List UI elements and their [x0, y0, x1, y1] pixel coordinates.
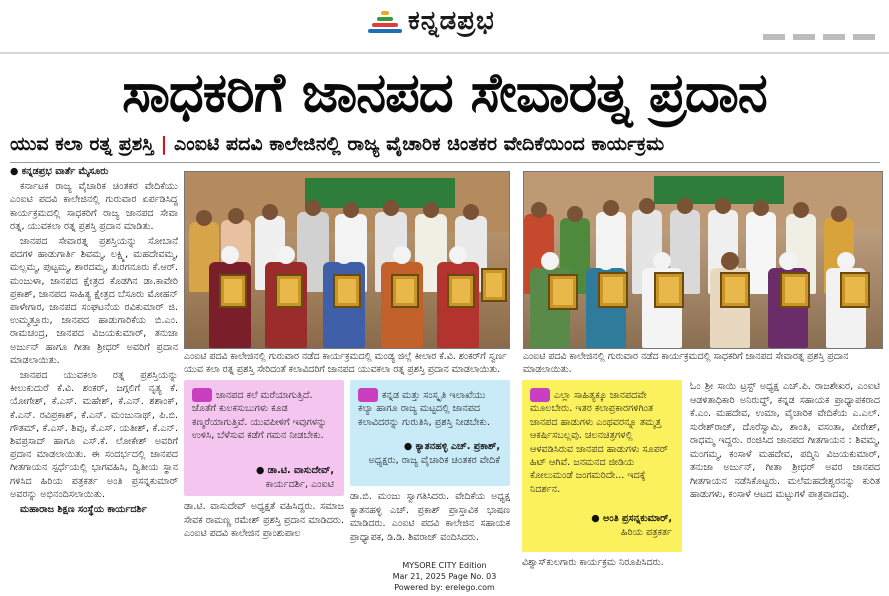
subhead-left: ಯುವ ಕಲಾ ರತ್ನ ಪ್ರಶಸ್ತಿ [10, 133, 154, 155]
newspaper-logo [368, 6, 495, 37]
edition-label: MYSORE CITY Edition [402, 561, 487, 570]
article-column-mid-1: ಡಾ.ಟಿ. ವಾಸುದೇವ್ ಅಧ್ಯಕ್ಷತೆ ವಹಿಸಿದ್ದರು. ಸಮಾಜ ಸೇವಕ ರಾಮಣ್ಣ ರಮೇಶ್ ಪ್ರಶಸ್ತಿ ಪ್ರದಾನ ಮಾಡಿದರು. ಎಂಐಟಿ ಪದವಿ ಕಾಲೇಜಿನ ಪ್ರಾಂಶುಪಾಲ [184, 501, 344, 539]
divider [10, 162, 880, 163]
quote-box-2 [350, 380, 510, 486]
article-paragraph: ಕರ್ನಾಟಕ ರಾಜ್ಯ ವೈಚಾರಿಕ ಚಿಂತಕರ ವೇದಿಕೆಯು ಎಂಐಟಿ ಪದವಿ ಕಾಲೇಜಿನಲ್ಲಿ ಗುರುವಾರ ಏರ್ಪಡಿಸಿದ್ದ ಕಾರ್ಯಕ್ರಮದಲ್ಲಿ ಸಾಧಕರಿಗೆ ರಾಜ್ಯ ಜಾನಪದ ಸೇವಾ ರತ್ನ, ಯುವಕಲಾ ರತ್ನ ಪ್ರಶಸ್ತಿ ಪ್ರದಾನ ಮಾಡಿತು. [10, 181, 178, 232]
quote-box-1 [184, 380, 344, 496]
article-column-mid-2: ಡಾ.ಬಿ. ಮಂಜು ಸ್ವಾಗತಿಸಿದರು. ವೇದಿಕೆಯ ಅಧ್ಯಕ್ಷ ಕ್ಯಾತನಹಳ್ಳಿ ಎಚ್. ಪ್ರಕಾಶ್ ಪ್ರಾಸ್ತಾವಿಕ ಭಾಷಣ ಮಾಡಿದರು. ಎಂಐಟಿ ಪದವಿ ಕಾಲೇಜಿನ ಸಹಾಯಕ ಪ್ರಾಧ್ಯಾಪಕ, ಡಿ.ಡಿ. ಶಿವರಾಜ್ ವಂದಿಸಿದರು. [350, 491, 510, 543]
subhead-separator: | [153, 133, 174, 155]
speech-bubble-icon [530, 388, 550, 402]
article-body [10, 165, 178, 583]
quote-author: ● ಕ್ಯಾತನಹಳ್ಳಿ ಎಚ್. ಪ್ರಕಾಶ್, [403, 441, 500, 452]
speech-bubble-icon [192, 388, 212, 402]
quote-author-role: ಹಿರಿಯ ಪತ್ರಕರ್ತ [621, 527, 672, 538]
logo-stripes-icon [368, 11, 402, 33]
speech-bubble-icon [358, 388, 378, 402]
quote-author-role: ಕಾರ್ಯದರ್ಶಿ, ಎಂಐಟಿ [265, 479, 334, 490]
quote-text: ಎಲ್ಲಾ ಸಾಹಿತ್ಯಕ್ಕೂ ಜಾನಪದವೇ ಮೂಲಬೇರು. ಇತರ ಕಲಾಪ್ರಕಾರಗಳಿಗಿಂತ ಜಾನಪದ ಹಾಡುಗಳು ಎಂಥವರನ್ನೂ ತಮ್ಮತ್ತ ಆಕರ್ಷಿಸಬಲ್ಲವು. ಚಲನಚಿತ್ರಗಳಲ್ಲಿ ಆಳವಡಿಸಿರುವ ಜಾನಪದ ಹಾಡುಗಳು ಸೂಪರ್ ಹಿಟ್ ಆಗಿವೆ. ಜನಮನದ ಜೀಡಿಯ ಕೋಲುಮಂಡೆ ಜಂಗಮರಿದೇ... ಇದಕ್ಕೆ ನಿದರ್ಶನ. [530, 390, 668, 495]
subhead-right: ಎಂಐಟಿ ಪದವಿ ಕಾಲೇಜಿನಲ್ಲಿ ರಾಜ್ಯ ವೈಚಾರಿಕ ಚಿಂತಕರ ವೇದಿಕೆಯಿಂದ ಕಾರ್ಯಕ್ರಮ [174, 133, 665, 155]
photo-award-group-1 [184, 171, 510, 349]
article-column-mid-3: ವಿಶ್ವಾಸ್‌ಕುಲಗಾರು ಕಾರ್ಯಕ್ರಮ ನಿರೂಪಿಸಿದರು. [522, 557, 664, 568]
article-paragraph: ಮಹಾರಾಜ ಶಿಕ್ಷಣ ಸಂಸ್ಥೆಯ ಕಾರ್ಯದರ್ಶಿ [20, 504, 147, 516]
page-footer [0, 560, 889, 593]
photo-award-group-2 [523, 171, 883, 349]
article-paragraph: ಜಾನಪದ ಯುವಕಲಾ ರತ್ನ ಪ್ರಶಸ್ತಿಯನ್ನು ಕೀಲುಕುದುರೆ ಕೆ.ವಿ. ಶಂಕರ್, ಜಗ್ಗಲಿಗೆ ನೃತ್ಯ ಕೆ. ಯೋಗೇಶ್, ಕೆ.ಎಸ್. ಮಹೇಶ್, ಕೆ.ಎನ್. ಶಶಾಂಕ್, ಕೆ.ಎನ್. ರವಿಪ್ರಕಾಶ್, ಕೆ.ಎನ್. ಮಂಜುನಾಥ್, ಪಿ.ಬಿ. ಗೌತಮ್, ಕೆ.ಎಸ್. ಶಿವು, ಕೆ.ಎಸ್. ಯತೀಶ್, ಕೆ.ಎನ್. ಶಿವಪ್ರಸಾದ್ ಹಾಗೂ ಎಸ್.ಕೆ. ಲೋಕೇಶ್ ಅವರಿಗೆ ಪ್ರದಾನ ಮಾಡಲಾಯಿತು. ಈ ಸಂದರ್ಭದಲ್ಲಿ ಜಾನಪದ ಗೀತಗಾಯನ ಸ್ಪರ್ಧೆಯಲ್ಲಿ ಭಾಗವಹಿಸಿ, ದ್ವಿತೀಯ ಸ್ಥಾನ ಗಳಿಸಿದ ಹಿರಿಯ ಪತ್ರಕರ್ತ ಅಂತಿ ಪ್ರಸನ್ನಕುಮಾರ್ ಅವರನ್ನು ಅಭಿನಂದಿಸಲಾಯಿತು. [10, 370, 178, 500]
subhead [10, 130, 880, 158]
quote-author: ● ಡಾ.ಟಿ. ವಾಸುದೇವ್, [255, 465, 334, 476]
powered-by: Powered by: erelego.com [394, 583, 495, 592]
quote-text: ಜಾನಪದ ಕಲೆ ಮರೆಯಾಗುತ್ತಿದೆ. ಜೊತೆಗೆ ಕುಲಕಸುಬುಗಳು ಕೂಡ ಕಣ್ಮರೆಯಾಗುತ್ತಿವೆ. ಯುವಪೀಳಿಗೆ ಇವುಗಳನ್ನು ಉಳಿಸಿ, ಬೆಳೆಸುವ ಕಡೆಗೆ ಗಮನ ನೀಡಬೇಕು. [192, 390, 327, 442]
masthead-decoration [763, 34, 875, 40]
photo-caption-1: ಎಂಐಟಿ ಪದವಿ ಕಾಲೇಜಿನಲ್ಲಿ ಗುರುವಾರ ನಡೆದ ಕಾರ್ಯಕ್ರಮದಲ್ಲಿ ಮಂಡ್ಯ ಜಿಲ್ಲೆ ಕೀಲಾರ ಕೆ.ವಿ. ಶಂಕರ್‌ಗೆ ಸ್ವರ್ಣ ಯುವ ಕಲಾ ರತ್ನ ಪ್ರಶಸ್ತಿ ಸೇರಿದಂತೆ ಕಲಾವಿದರಿಗೆ ಜಾನಪದ ಯುವಕಲಾ ರತ್ನ ಪ್ರಶಸ್ತಿ ಪ್ರದಾನ ಮಾಡಲಾಯಿತು. [184, 351, 507, 375]
quote-author-role: ಅಧ್ಯಕ್ಷರು, ರಾಜ್ಯ ವೈಚಾರಿಕ ಚಿಂತಕರ ವೇದಿಕೆ [368, 455, 500, 466]
quote-text: ಕನ್ನಡ ಮತ್ತು ಸಂಸ್ಕೃತಿ ಇಲಾಖೆಯು ಕಲ್ಯಾ ಹಾಗೂ ರಾಜ್ಯ ಮಟ್ಟದಲ್ಲಿ ಜಾನಪದ ಕಲಾವಿದರನ್ನು ಗುರುತಿಸಿ, ಪ್ರಶಸ್ತಿ ನೀಡಬೇಕು. [358, 390, 490, 428]
page-date: Mar 21, 2025 Page No. 03 [392, 572, 497, 581]
logo-text: ಕನ್ನಡಪ್ರಭ [408, 6, 495, 36]
headline: ಸಾಧಕರಿಗೆ ಜಾನಪದ ಸೇವಾರತ್ನ ಪ್ರದಾನ [122, 61, 767, 124]
byline: ● ಕನ್ನಡಪ್ರಭ ವಾರ್ತೆ ಮೈಸೂರು [10, 166, 109, 177]
article-column-right: ಓಂ ಶ್ರೀ ಸಾಯಿ ಟ್ರಸ್ಟ್ ಅಧ್ಯಕ್ಷ ಎಚ್.ಪಿ. ರಾಜಶೇಖರ, ಎಂಐಟಿ ಆಡಳಿತಾಧಿಕಾರಿ ಅನಿರುದ್ಧ್, ಕನ್ನಡ ಸಹಾಯಕ ಪ್ರಾಧ್ಯಾಪಕರಾದ ಕೆ.ಎಂ. ಮಹದೇವ, ಉಮಾ, ವೈಚಾರಿಕ ವೇದಿಕೆಯ ಎ.ಎಲ್. ಸುರೇಶ್‌ರಾಜ್, ದೊರೆಸ್ವಾಮಿ, ಶಾಂತಿ, ವಸಂತಾ, ವೀರೇಶ್, ರಾಧಮ್ಮ ಇದ್ದರು. ರಂಜಿಸಿದ ಜಾನಪದ ಗೀತಗಾಯನ : ಶಿವಮ್ಮ, ಮಂಗಮ್ಮ, ಕಂಸಾಳೆ ಮಹದೇವ, ಪದ್ಮಿನಿ ವಿಜಯಕುಮಾರ್, ತನುಜಾ ಅರ್ಜುನ್, ಗೀತಾ ಶ್ರೀಧರ್ ಅವರ ಜಾನಪದ ಗೀತಗಾಯನ ನಡೆಸಿಕೊಟ್ಟರು. ಮಲೆಮಹದೇಶ್ವರನನ್ನು ಕುರಿತ ಹಾಡುಗಳು, ಕಂಸಾಳೆ ಆಟದ ಮಟ್ಟುಗಳೆ ಪಾತ್ರವಾದವು. [690, 381, 880, 500]
quote-box-3 [522, 380, 682, 552]
quote-author: ● ಅಂತಿ ಪ್ರಸನ್ನಕುಮಾರ್, [591, 513, 672, 524]
photo-caption-2: ಎಂಐಟಿ ಪದವಿ ಕಾಲೇಜಿನಲ್ಲಿ ಗುರುವಾರ ನಡೆದ ಕಾರ್ಯಕ್ರಮದಲ್ಲಿ ಸಾಧಕರಿಗೆ ಜಾನಪದ ಸೇವಾರತ್ನ ಪ್ರಶಸ್ತಿ ಪ್ರದಾನ ಮಾಡಲಾಯಿತು. [523, 351, 849, 375]
masthead [0, 0, 889, 54]
article-paragraph: ಜಾನಪದ ಸೇವಾರತ್ನ ಪ್ರಶಸ್ತಿಯನ್ನು ಸೋಬಾನೆ ಪದಗಳ ಹಾಡುಗಾರ್ತಿ ಶಿವಮ್ಮ, ಲಕ್ಷ್ಮಿ, ಮಹದೇವಮ್ಮ, ಮಲ್ಲಮ್ಮ, ಪುಟ್ಟಮ್ಮ, ಶಾರದಮ್ಮ, ತುರಗನೂರು ಕೆ.ಆರ್. ಮಂಜುಳಾ, ಜಾನಪದ ಕ್ಷೇತ್ರದ ಕೊಡಗಿನ ಡಾ.ಕಾವೇರಿ ಪ್ರಕಾಶ್, ಜಾನಪದ ಸಾಹಿತ್ಯ ಕ್ಷೇತ್ರದ ಬೆಸೂರು ಮೋಹನ್ ಪಾಳೇಗಾರ, ಜಾನಪದ ಸಂಘಟನೆಯ ರವಿಕುಮಾರ್ ಜಿ. ಉಮ್ಮತ್ತೂರು, ಜಾನಪದ ಹಾಡುಗಾರಿಕೆಯ ಬಿ.ಎಂ. ರಾಮಚಂದ್ರ, ಜಾನಪದ ವಿಜಯಕುಮಾರ್, ತನುಜಾ ಅರ್ಜುನ್ ಹಾಗೂ ಗೀತಾ ಶ್ರೀಧರ್ ಅವರಿಗೆ ಪ್ರದಾನ ಮಾಡಲಾಯಿತು. [10, 236, 178, 366]
